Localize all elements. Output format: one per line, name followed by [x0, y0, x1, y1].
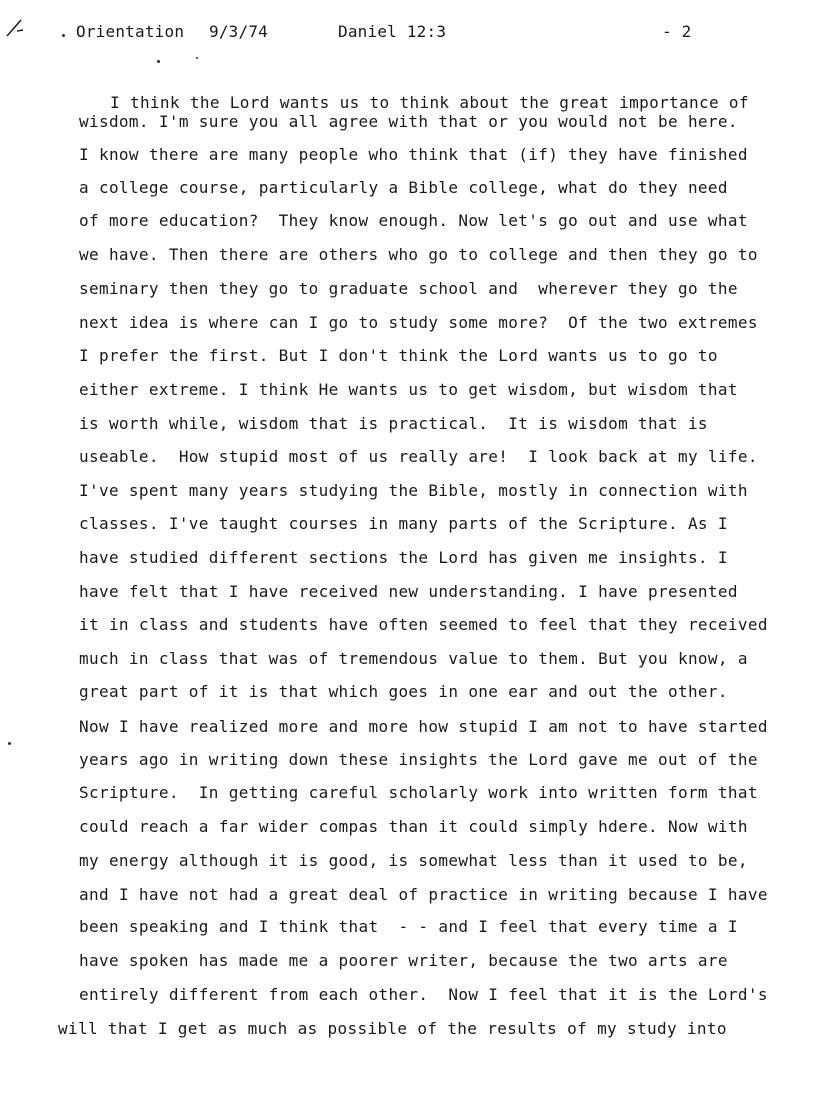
text-line: we have. Then there are others who go to college and then they go to [79, 245, 758, 264]
text-line: either extreme. I think He wants us to get wisdom, but wisdom that [79, 380, 738, 399]
text-line: been speaking and I think that - - and I feel that every time a I [79, 917, 738, 936]
header-scripture-reference: Daniel 12:3 [338, 22, 447, 41]
text-line: Now I have realized more and more how stupid I am not to have started [79, 717, 768, 736]
header-date: 9/3/74 [209, 22, 268, 41]
text-line: I prefer the first. But I don't think the Lord wants us to go to [79, 346, 718, 365]
text-line: could reach a far wider compas than it could simply hdere. Now with [79, 817, 748, 836]
text-line: my energy although it is good, is somewhat less than it used to be, [79, 851, 748, 870]
text-line: useable. How stupid most of us really are! I look back at my life. [79, 447, 758, 466]
text-line: classes. I've taught courses in many parts of the Scripture. As I [79, 514, 728, 533]
page-number: - 2 [662, 22, 692, 41]
text-line: have spoken has made me a poorer writer, because the two arts are [79, 951, 728, 970]
text-line: I know there are many people who think that (if) they have finished [79, 145, 748, 164]
text-line: wisdom. I'm sure you all agree with that or you would not be here. [79, 112, 738, 131]
text-line: have studied different sections the Lord has given me insights. I [79, 548, 728, 567]
text-line: years ago in writing down these insights the Lord gave me out of the [79, 750, 758, 769]
text-line: of more education? They know enough. Now let's go out and use what [79, 211, 748, 230]
text-line: a college course, particularly a Bible college, what do they need [79, 178, 728, 197]
text-line: is worth while, wisdom that is practical. It is wisdom that is [79, 414, 708, 433]
text-line: have felt that I have received new understanding. I have presented [79, 582, 738, 601]
text-line: and I have not had a great deal of practice in writing because I have [79, 885, 768, 904]
text-line: next idea is where can I go to study some more? Of the two extremes [79, 313, 758, 332]
text-line: seminary then they go to graduate school and wherever they go the [79, 279, 738, 298]
text-line: much in class that was of tremendous value to them. But you know, a [79, 649, 748, 668]
text-line: it in class and students have often seemed to feel that they received [79, 615, 768, 634]
text-line: I think the Lord wants us to think about the great importance of [110, 93, 749, 112]
text-line: great part of it is that which goes in one ear and out the other. [79, 682, 728, 701]
text-line: I've spent many years studying the Bible, mostly in connection with [79, 481, 748, 500]
header-title: Orientation [76, 22, 185, 41]
text-line: entirely different from each other. Now I feel that it is the Lord's [79, 985, 768, 1004]
text-line: Scripture. In getting careful scholarly work into written form that [79, 783, 758, 802]
text-line: will that I get as much as possible of the results of my study into [58, 1019, 727, 1038]
